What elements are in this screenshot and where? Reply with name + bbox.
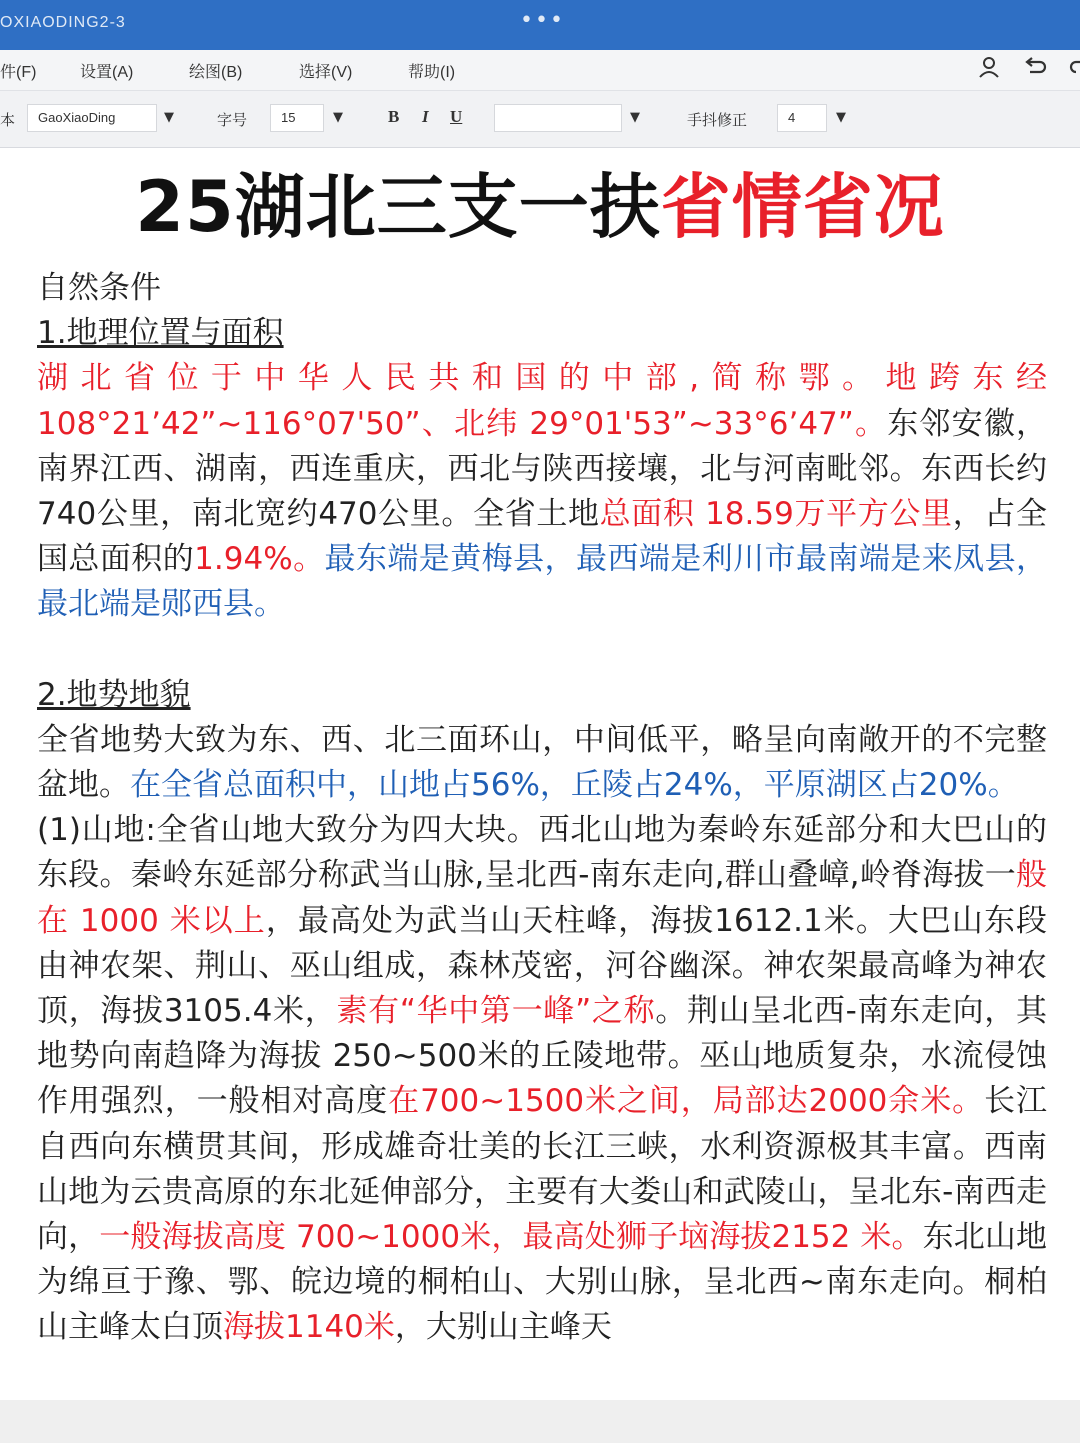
title-red: 省情省况 — [660, 166, 945, 248]
text-run: 在全省总面积中，山地占56%，丘陵占24%，平原湖区占20%。 — [130, 767, 1019, 804]
text-run: 东邻安徽，南界江西、湖南，西连重庆，西北与陕西接壤，北与河南毗邻。东西长约740公里，南北宽约470公里。全省土地 — [37, 405, 1048, 533]
text-run: 般在 1000 米以上 — [37, 857, 1047, 939]
size-label: 字号 — [217, 112, 248, 129]
text-run: 长江自西向东横贯其间，形成雄奇壮美的长江三峡，水利资源极其丰富。西南山地为云贵高原的东北延伸部分，主要有大娄山和武陵山，呈北东-南西走向， — [37, 1083, 1048, 1256]
text-run: 东北山地为绵亘于豫、鄂、皖边境的桐柏山、大别山脉，呈北西~南东走向。桐柏山主峰太白顶 — [37, 1219, 1048, 1346]
menu-settings[interactable]: 设置(A) — [80, 64, 134, 81]
text-run: 湖北省位于中华人民共和国的中部,简称鄂。地跨东经108°21’42”~116°07'50”、北纬 29°01'53”~33°6’47”。 — [37, 360, 1047, 442]
window-title: OXIAODING2-3 — [0, 14, 126, 31]
underline-button[interactable]: U — [450, 107, 463, 126]
text-run: (1)山地:全省山地大致分为四大块。西北山地为秦岭东延部分和大巴山的东段。秦岭东延部分称武当山脉,呈北西-南东走向,群山叠嶂,岭脊海拔一 — [37, 812, 1047, 894]
user-icon[interactable] — [978, 56, 1000, 85]
window-options-icon[interactable]: ••• — [520, 8, 565, 33]
menu-draw[interactable]: 绘图(B) — [189, 64, 243, 81]
italic-button[interactable]: I — [422, 107, 429, 126]
heading-location-area: 1.地理位置与面积 — [37, 315, 284, 352]
color-dropdown-icon[interactable]: ▼ — [630, 110, 640, 125]
bold-button[interactable]: B — [388, 107, 400, 126]
paragraph-terrain — [37, 718, 1047, 808]
font-dropdown-icon[interactable]: ▼ — [164, 110, 174, 125]
text-run: ，最高处为武当山天柱峰，海拔1612.1米。大巴山东段由神农架、荆山、巫山组成，森林茂密，河谷幽深。神农架最高峰为神农顶，海拔3105.4米， — [37, 902, 1047, 1030]
stroke-dropdown-icon[interactable]: ▼ — [836, 110, 846, 125]
menu-help[interactable]: 帮助(I) — [408, 64, 456, 81]
title-bar — [0, 0, 1080, 50]
format-toolbar — [0, 91, 1080, 148]
stroke-correction-label: 手抖修正 — [687, 112, 748, 129]
text-run: ，占全国总面积的 — [37, 496, 1047, 578]
menu-bar — [0, 50, 1080, 91]
text-run: 。荆山呈北西-南东走向，其地势向南趋降为海拔 250~500米的丘陵地带。巫山地质复杂，水流侵蚀作用强烈，一般相对高度 — [37, 993, 1047, 1120]
text-run: 1.94%。 — [194, 541, 325, 578]
menu-file[interactable]: 件(F) — [0, 64, 37, 81]
font-label: 本 — [0, 112, 16, 129]
stroke-correction-select[interactable]: 4 — [777, 104, 827, 132]
title-black: 25湖北三支一扶 — [135, 166, 661, 248]
color-select[interactable] — [494, 104, 622, 132]
text-run: 总面积 18.59万平方公里 — [599, 496, 953, 533]
heading-terrain: 2.地势地貌 — [37, 676, 191, 713]
text-run: 最东端是黄梅县，最西端是利川市最南端是来凤县，最北端是郧西县。 — [37, 541, 1048, 623]
text-run: 素有“华中第一峰”之称 — [336, 993, 656, 1030]
paragraph-location — [37, 356, 1047, 627]
size-dropdown-icon[interactable]: ▼ — [333, 110, 343, 125]
text-run: 全省地势大致为东、西、北三面环山，中间低平，略呈向南敞开的不完整盆地。 — [37, 721, 1047, 804]
bottom-bar — [0, 1400, 1080, 1443]
size-select[interactable]: 15 — [270, 104, 324, 132]
paragraph-gap — [37, 628, 1047, 673]
text-run: 一般海拔高度 700~1000米，最高处狮子垴海拔2152 米。 — [99, 1219, 923, 1256]
text-run: ，大别山主峰天 — [394, 1309, 612, 1346]
undo-icon[interactable] — [1024, 56, 1048, 85]
section-label: 自然条件 — [37, 270, 161, 306]
text-run: 海拔1140米 — [223, 1309, 395, 1346]
menu-select[interactable]: 选择(V) — [299, 64, 353, 81]
page-title — [0, 162, 1080, 252]
font-select[interactable]: GaoXiaoDing — [27, 104, 157, 132]
text-run: 在700~1500米之间，局部达2000余米。 — [388, 1083, 985, 1120]
paragraph-mountains — [37, 808, 1047, 1350]
redo-icon[interactable] — [1068, 56, 1080, 85]
document-body — [37, 266, 1047, 1351]
